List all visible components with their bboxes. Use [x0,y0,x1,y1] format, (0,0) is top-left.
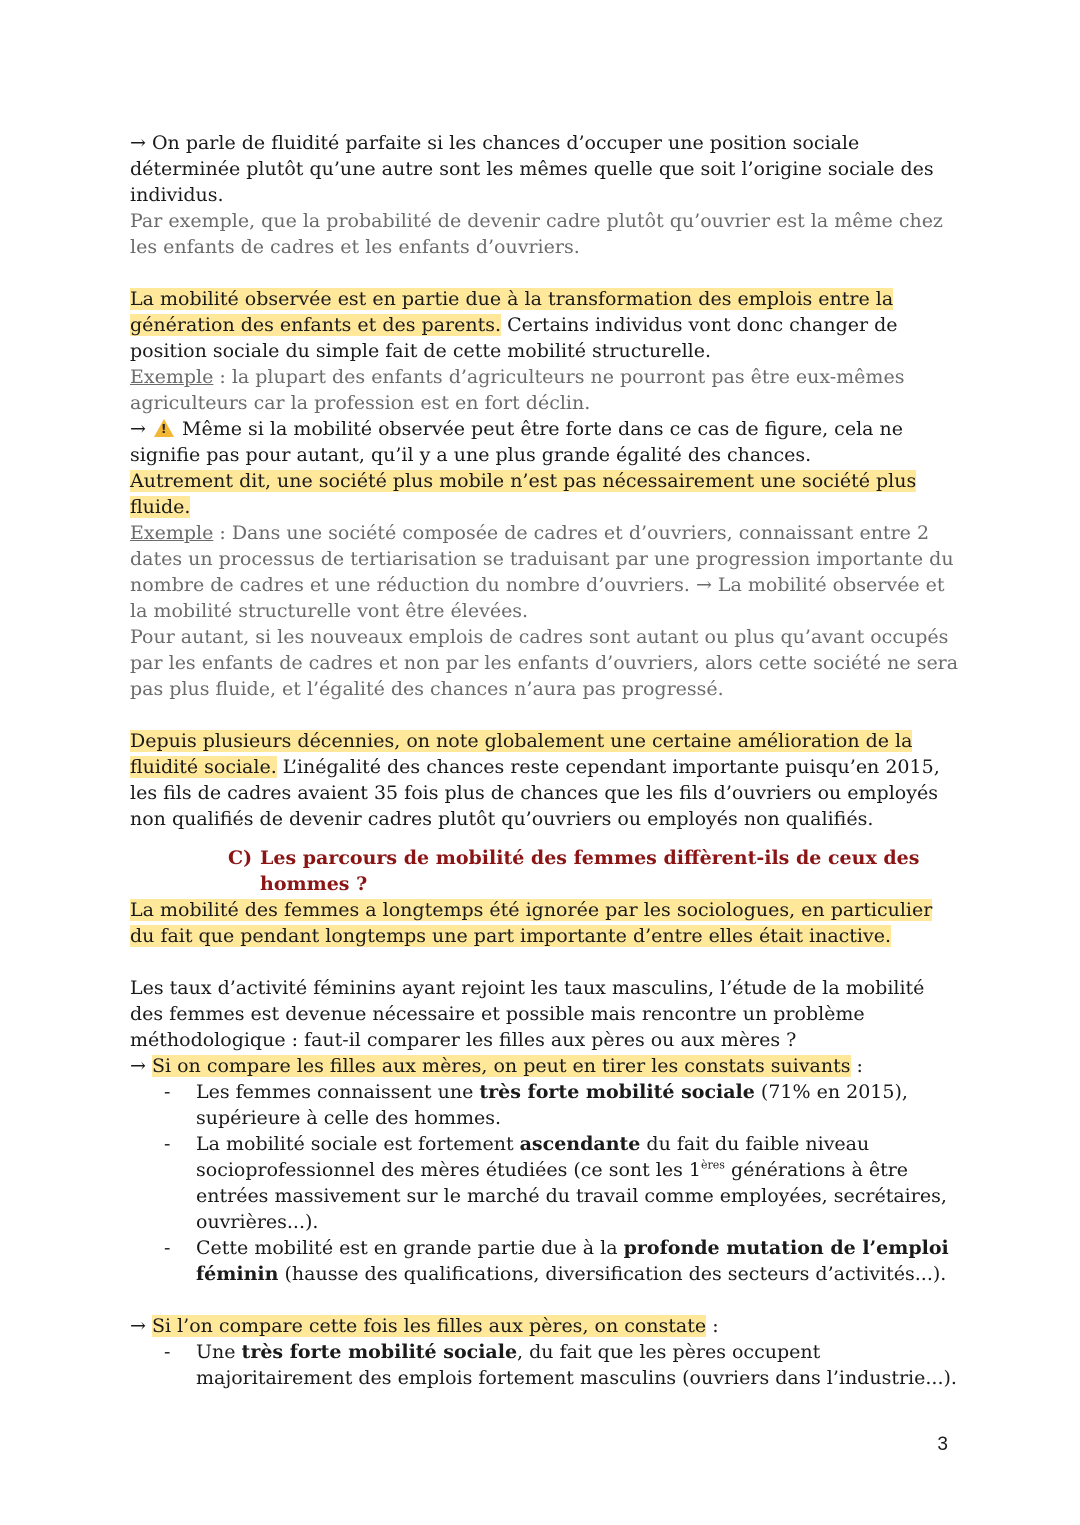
mobilite-structurelle-paragraph: La mobilité observée est en partie due à la transformation des emplois entre la génération des enfants et des parents. Certains individus vont donc changer de position sociale du simple fait de cette mobilité structurelle. [130,288,898,362]
list-peres [130,1339,960,1391]
page-number: 3 [937,1434,948,1455]
example-label: Exemple [130,366,214,388]
pour-autant-paragraph: Pour autant, si les nouveaux emplois de cadres sont autant ou plus qu’avant occupés par les enfants de cadres et non par les enfants d’ouvriers, alors cette société ne sera pas plus fluide, et l’égalité des chances n’aura pas progressé. [130,626,959,700]
autrement-dit: Autrement dit, une société plus mobile n’est pas nécessairement une société plus fluide. [130,470,917,518]
section-heading [130,845,960,897]
list-item: - Cette mobilité est en grande partie due à la profonde mutation de l’emploi féminin (hausse des qualifications, diversification des secteurs d’activités...). [164,1235,960,1287]
highlight-text: La mobilité observée est en partie due à la transformation des emplois entre la génération des enfants et des parents. [130,288,894,336]
fluidite-evolution-paragraph: Depuis plusieurs décennies, on note globalement une certaine amélioration de la fluidité sociale. L’inégalité des chances reste cependant importante puisqu’en 2015, les fils de cadres avaient 35 fois plus de chances que les fils d’ouvriers ou employés non qualifiés de devenir cadres plutôt qu’ouvriers ou employés non qualifiés. [130,730,940,830]
warning-paragraph: → ! Même si la mobilité observée peut être forte dans ce cas de figure, cela ne signifie pas pour autant, qu’il y a une plus grande égalité des chances. [130,416,960,468]
warning-icon [154,419,174,437]
list-item: - Une très forte mobilité sociale, du fait que les pères occupent majoritairement des emplois fortement masculins (ouvriers dans l’industrie...). [164,1339,960,1391]
example-label: Exemple [130,522,214,544]
example-agriculteurs: Exemple : la plupart des enfants d’agriculteurs ne pourront pas être eux-mêmes agriculteurs car la profession est en fort déclin. [130,366,905,414]
list-item: - La mobilité sociale est fortement ascendante du fait du faible niveau socioprofessionnel des mères étudiées (ce sont les 1ères générations à être entrées massivement sur le marché du travail comme employées, secrétaires, ouvrières...). [164,1131,960,1235]
comparaison-meres: → Si on compare les filles aux mères, on peut en tirer les constats suivants : [130,1055,863,1077]
list-meres [130,1079,960,1287]
comparaison-peres: → Si l’on compare cette fois les filles aux pères, on constate : [130,1315,719,1337]
list-item: - Les femmes connaissent une très forte mobilité sociale (71% en 2015), supérieure à celle des hommes. [164,1079,960,1131]
fluidite-example: Par exemple, que la probabilité de devenir cadre plutôt qu’ouvrier est la même chez les enfants de cadres et les enfants d’ouvriers. [130,210,943,258]
fluidite-definition: → On parle de fluidité parfaite si les chances d’occuper une position sociale déterminée plutôt qu’une autre sont les mêmes quelle que soit l’origine sociale des individus. [130,132,934,206]
document-page [130,130,960,1391]
example-tertiarisation: Exemple : Dans une société composée de cadres et d’ouvriers, connaissant entre 2 dates un processus de tertiarisation se traduisant par une progression importante du nombre de cadres et une réduction du nombre d’ouvriers. → La mobilité observée et la mobilité structurelle vont être élevées. [130,522,954,622]
section-letter: C) [228,847,253,869]
femmes-paragraph: La mobilité des femmes a longtemps été ignorée par les sociologues, en particulier du fait que pendant longtemps une part importante d’entre elles était inactive. [130,899,933,947]
section-title: Les parcours de mobilité des femmes diffèrent-ils de ceux des hommes ? [260,847,920,895]
taux-activite-paragraph: Les taux d’activité féminins ayant rejoint les taux masculins, l’étude de la mobilité des femmes est devenue nécessaire et possible mais rencontre un problème méthodologique : faut-il comparer les filles aux pères ou aux mères ? [130,977,925,1051]
